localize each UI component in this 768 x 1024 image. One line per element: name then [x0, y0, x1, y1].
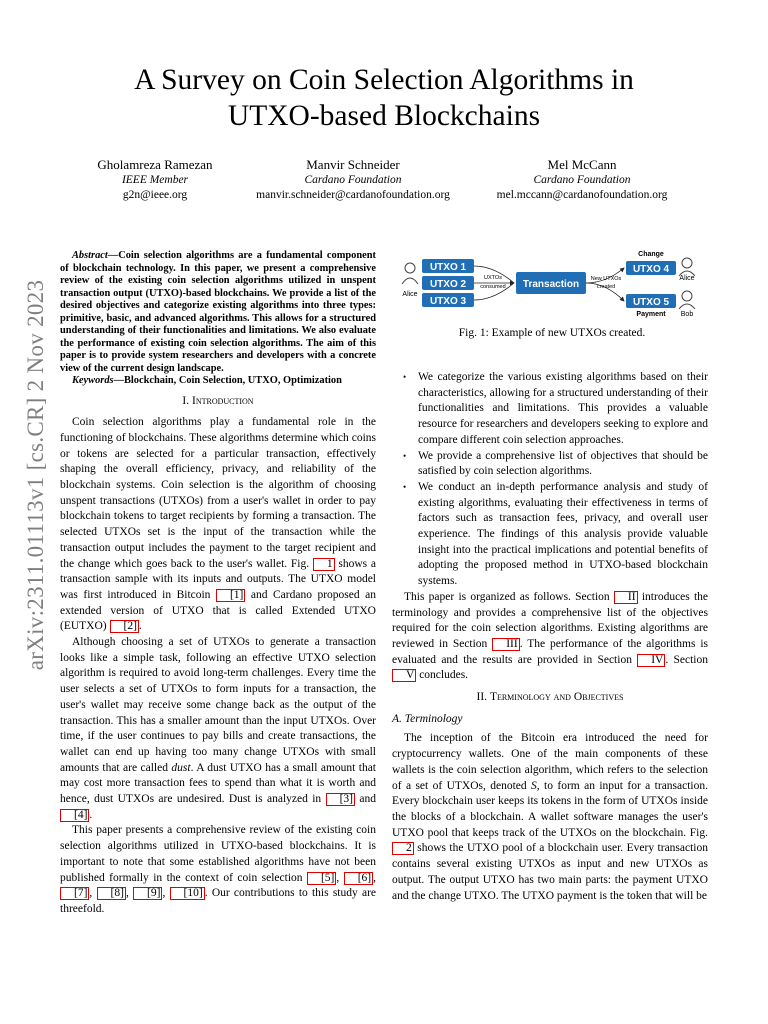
- payment-label: Payment: [636, 311, 666, 318]
- section-ref-IV[interactable]: IV: [637, 654, 665, 667]
- intro-paragraph-1: Coin selection algorithms play a fundamental role in the functioning of blockchains. These algorithms determine which coins or tokens are selected for a particular transaction, effectively shaping the overall efficiency, privacy, and reliability of the blockchain systems. Coin selection is the algorithm of choosing unspent transactions (UTXOs) from a user's wallet in order to pay blockchain tokens to target recipients by forming a transaction. The selected UTXOs set is the input of the transaction while the transaction output includes the payment to the target recipient and the change which goes back to the user's wallet. Fig. 1 shows a transaction sample with its inputs and outputs. The UTXO model was first introduced in Bitcoin [1] and Cardano proposed an extended version of UTXO that is called Extended UTXO (EUTXO) [2] .: [60, 416, 376, 633]
- bob-label: Bob: [680, 311, 694, 318]
- citation-9[interactable]: [9]: [133, 887, 162, 900]
- alice-left-label: Alice: [402, 291, 418, 298]
- citation-4[interactable]: [4]: [60, 809, 89, 822]
- utxo4-label: UTXO 4: [632, 264, 670, 275]
- utxo3-label: UTXO 3: [429, 296, 467, 307]
- paper-title: A Survey on Coin Selection Algorithms in UTXO-based Blockchains: [134, 64, 634, 132]
- contribution-item: • We conduct an in-depth performance analysis and study of existing algorithms, evaluating their effectiveness in terms of factors such as transaction fees, privacy, and overall user experience. The findings of this analysis provide valuable insight into the practical implications and potential benefits of adopting the proposed method in UTXO-based blockchain systems.: [418, 480, 708, 590]
- contribution-item: • We categorize the various existing algorithms based on their characteristics, allowing for a structured understanding of their functionalities and limitations. This provides a valuable resource for researchers and developers seeking to explore and compare different coin selection approaches.: [418, 370, 708, 449]
- organization-paragraph: This paper is organized as follows. Section II introduces the terminology and provides a comprehensive list of the objectives required for the coin selection algorithms. Existing algorithms are reviewed in Section III . The performance of the algorithms is evaluated and the results are provided in Section IV . Section V concludes.: [392, 590, 709, 682]
- consumed-label-2: consumed: [480, 284, 506, 290]
- fig-ref-1[interactable]: 1: [313, 558, 335, 571]
- section-heading-2: II. Terminology and Objectives: [476, 691, 624, 704]
- citation-5[interactable]: [5]: [307, 872, 336, 885]
- citation-3[interactable]: [3]: [326, 793, 355, 806]
- right-column: [392, 370, 708, 904]
- alice-left-icon: [402, 263, 418, 284]
- bob-icon: [679, 291, 695, 309]
- citation-1[interactable]: [1]: [216, 589, 245, 602]
- section-ref-II[interactable]: II: [614, 591, 638, 604]
- citation-2[interactable]: [2]: [110, 620, 139, 633]
- author-1: Gholamreza Ramezan IEEE Member g2n@ieee.org: [97, 157, 213, 201]
- created-label-2: created: [596, 284, 616, 290]
- author-3: Mel McCann Cardano Foundation mel.mccann@cardanofoundation.org: [496, 157, 668, 201]
- utxo5-label: UTXO 5: [632, 297, 670, 308]
- terminology-paragraph: The inception of the Bitcoin era introduced the need for cryptocurrency wallets. One of the main components of these wallets is the coin selection algorithm, which refers to the selection of a set of UTXOs, denoted S, to form an input for a transaction. Every blockchain user keeps its tokens in the form of UTXOs inside the blocks of a blockchain. A wallet software manages the user's UTXO pool that keeps track of the UTXOs on the blockchain. Fig. 2 shows the UTXO pool of a blockchain user. Every transaction contains several existing UTXOs as input and new UTXOs as output. The output UTXO has two main parts: the payment UTXO and the change UTXO. The UTXO payment is the token that will be: [392, 732, 709, 902]
- utxo1-label: UTXO 1: [429, 262, 467, 273]
- citation-7[interactable]: [7]: [60, 887, 89, 900]
- fig-ref-2[interactable]: 2: [392, 842, 414, 855]
- figure-caption: Fig. 1: Example of new UTXOs created.: [458, 327, 646, 339]
- section-ref-V[interactable]: V: [392, 669, 416, 682]
- intro-paragraph-3: This paper presents a comprehensive review of the existing coin selection algorithms utilized in UTXO-based blockchains. It is important to note that some established algorithms have not been published formally in the context of coin selection [5] , [6] , [7] , [8] , [9] , [10] . Our contributions to this study are threefold.: [60, 824, 377, 915]
- change-label: Change: [638, 251, 664, 258]
- left-column: [60, 250, 376, 918]
- created-label-1: New UTXOs: [590, 276, 622, 282]
- contribution-list: [392, 370, 708, 590]
- citation-10[interactable]: [10]: [170, 887, 205, 900]
- section-ref-III[interactable]: III: [492, 638, 520, 651]
- subsection-heading: A. Terminology: [392, 712, 463, 725]
- keywords: Keywords—Blockchain, Coin Selection, UTXO, Optimization: [72, 375, 342, 386]
- author-2: Manvir Schneider Cardano Foundation manvir.schneider@cardanofoundation.org: [256, 157, 450, 201]
- alice-right-icon: [679, 258, 695, 276]
- abstract: Abstract—Coin selection algorithms are a fundamental component of blockchain technology. In this paper, we present a comprehensive review of the existing coin selection algorithms utilized in unspent transaction output (UTXO)-based blockchains. We provide a list of the desired objectives and categorize existing algorithms into three types: primitive, basic, and advanced algorithms. This allows for a structured understanding of their functionalities and limitations. We also evaluate the performance of existing coin selection algorithms. The aim of this paper is to provide system researchers and developers with a concrete view of the current design landscape.: [60, 250, 376, 374]
- section-heading-1: I. Introduction: [182, 394, 254, 407]
- utxo2-label: UTXO 2: [429, 279, 467, 290]
- citation-8[interactable]: [8]: [97, 887, 126, 900]
- transaction-label: Transaction: [522, 279, 580, 290]
- alice-right-label: Alice: [679, 275, 695, 282]
- citation-6[interactable]: [6]: [344, 872, 373, 885]
- contribution-item: • We provide a comprehensive list of objectives that should be satisfied by coin selection algorithms.: [418, 449, 708, 480]
- utxo-figure: [400, 246, 710, 318]
- consumed-label-1: UXTOs: [484, 275, 502, 281]
- intro-paragraph-2: Although choosing a set of UTXOs to generate a transaction looks like a simple task, following an effective UTXO selection algorithm is required to avoid long-term challenges. Every time the user selects a set of UTXOs to form inputs for a transaction, the user's wallet may receive some change back as the output of the transaction. This has a smaller amount than the input UTXOs. Over time, if the user continues to pay bills and create transactions, the wallet can end up having too many change UTXOs with small amounts that are called dust. A dust UTXO has a small amount that may cost more transaction fees to spend than what it is worth and hence, dust UTXOs are undesired. Dust is analyzed in [3] and [4] .: [60, 636, 377, 821]
